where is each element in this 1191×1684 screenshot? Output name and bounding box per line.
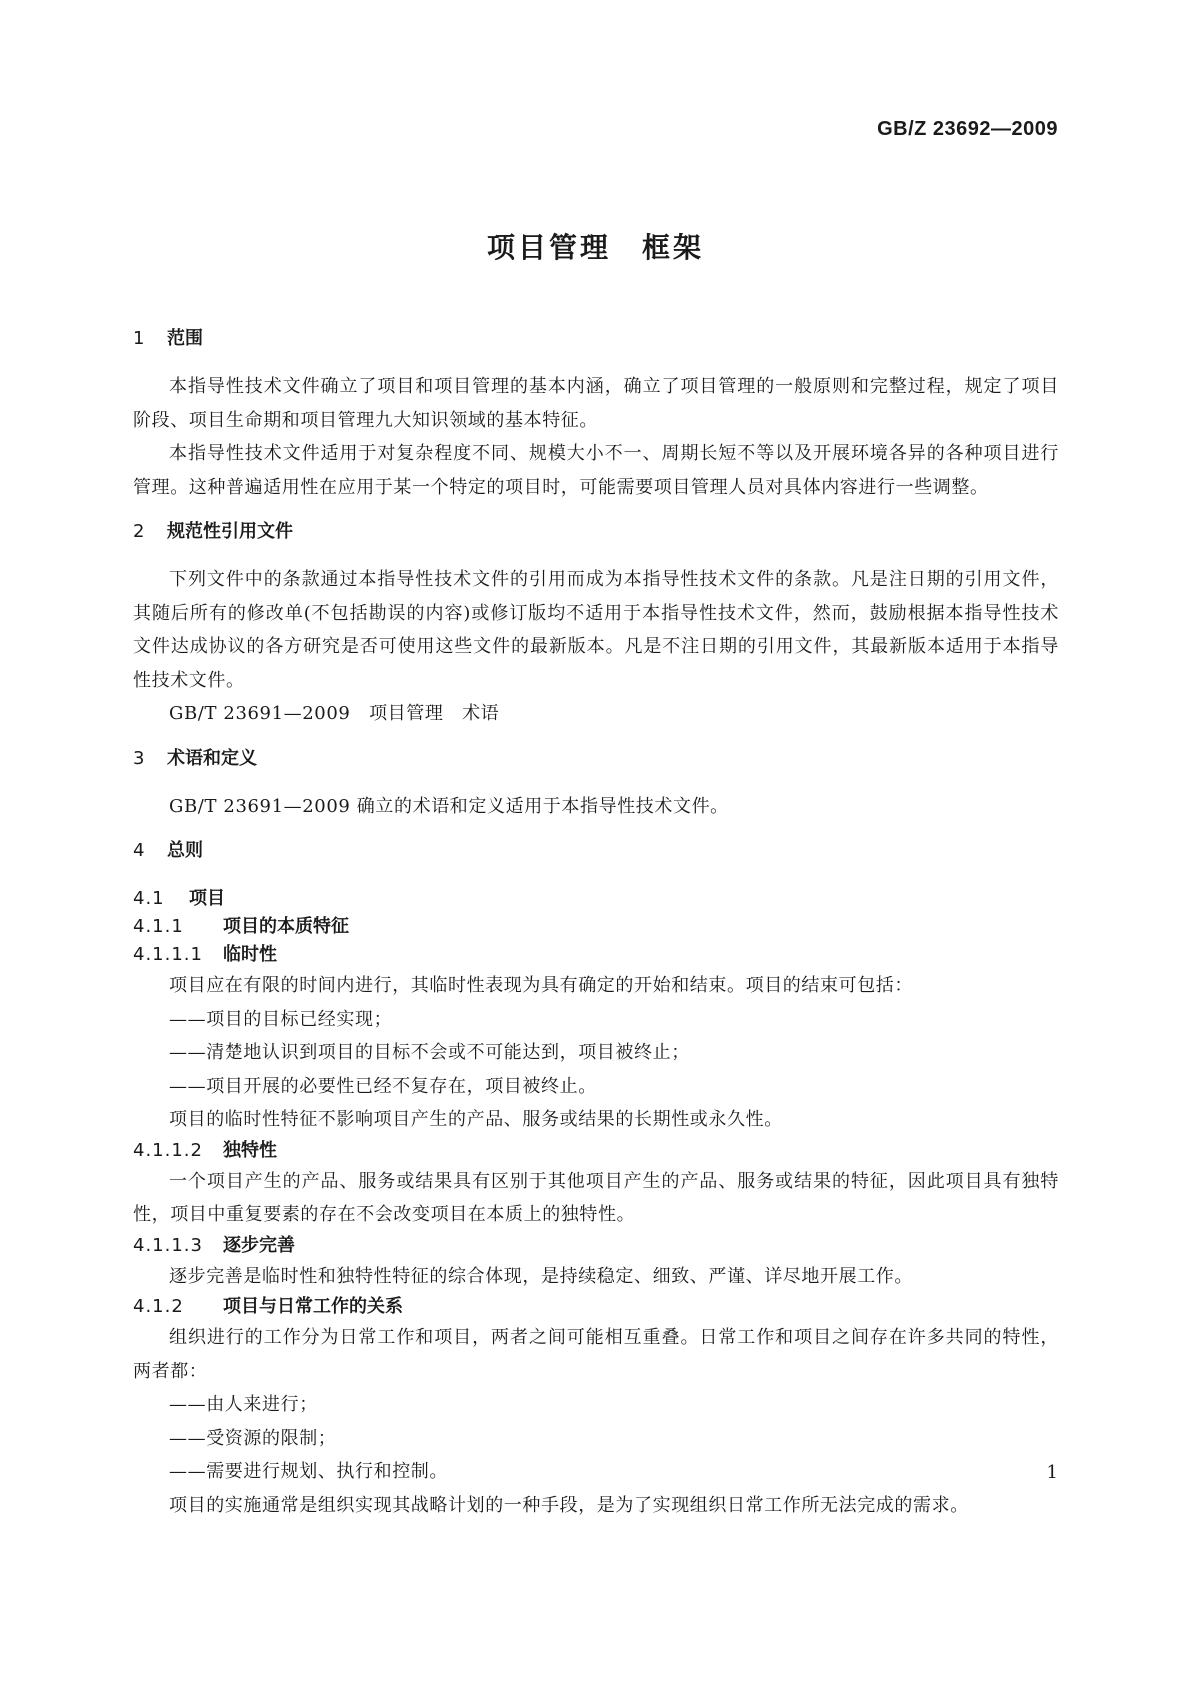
- section-heading: 1 范围: [133, 328, 203, 349]
- list-item: ——项目开展的必要性已经不复存在，项目被终止。: [169, 1075, 597, 1097]
- subsection-heading: 4.1.2 项目与日常工作的关系: [133, 1296, 403, 1317]
- section-heading: 4 总则: [133, 840, 203, 861]
- paragraph: 项目的实施通常是组织实现其战略计划的一种手段，是为了实现组织日常工作所无法完成的需求。: [169, 1494, 969, 1516]
- list-item: ——项目的目标已经实现；: [169, 1008, 393, 1030]
- list-item: ——由人来进行；: [169, 1394, 318, 1415]
- section-heading: 2 规范性引用文件: [133, 521, 293, 542]
- document-title: 项目管理 框架: [486, 231, 704, 264]
- reference-entry: GB/T 23691—2009 项目管理 术语: [169, 703, 500, 724]
- paragraph: 本指导性技术文件确立了项目和项目管理的基本内涵，确立了项目管理的一般原则和完整过程，规定了项目阶段、项目生命期和项目管理九大知识领域的基本特征。: [133, 376, 1059, 431]
- paragraph: GB/T 23691—2009 确立的术语和定义适用于本指导性技术文件。: [169, 795, 729, 817]
- paragraph: 一个项目产生的产品、服务或结果具有区别于其他项目产生的产品、服务或结果的特征，因此项目具有独特性，项目中重复要素的存在不会改变项目在本质上的独特性。: [133, 1170, 1059, 1225]
- clause-heading: 4.1.1.3 逐步完善: [133, 1234, 295, 1256]
- paragraph: 项目应在有限的时间内进行，其临时性表现为具有确定的开始和结束。项目的结束可包括：: [169, 975, 913, 996]
- list-item: ——清楚地认识到项目的目标不会或不可能达到，项目被终止；: [169, 1042, 690, 1063]
- page-number: 1: [1046, 1462, 1058, 1483]
- list-item: ——受资源的限制；: [169, 1427, 337, 1449]
- paragraph: 逐步完善是临时性和独特性特征的综合体现，是持续稳定、细致、严谨、详尽地开展工作。: [169, 1265, 913, 1287]
- section-heading: 3 术语和定义: [133, 747, 257, 769]
- clause-heading: 4.1.1.2 独特性: [133, 1139, 277, 1161]
- paragraph: 项目的临时性特征不影响项目产生的产品、服务或结果的长期性或永久性。: [169, 1109, 783, 1130]
- clause-heading: 4.1.1.1 临时性: [133, 944, 277, 965]
- list-item: ——需要进行规划、执行和控制。: [169, 1461, 448, 1482]
- subsection-heading: 4.1 项目: [133, 888, 225, 909]
- subsection-heading: 4.1.1 项目的本质特征: [133, 916, 349, 937]
- document-body: [133, 325, 1059, 1522]
- paragraph: 组织进行的工作分为日常工作和项目，两者之间可能相互重叠。日常工作和项目之间存在许多共同的特性，两者都：: [133, 1327, 1059, 1382]
- paragraph: 本指导性技术文件适用于对复杂程度不同、规模大小不一、周期长短不等以及开展环境各异的各种项目进行管理。这种普遍适用性在应用于某一个特定的项目时，可能需要项目管理人员对具体内容进行一些调整。: [133, 443, 1059, 498]
- paragraph: 下列文件中的条款通过本指导性技术文件的引用而成为本指导性技术文件的条款。凡是注日期的引用文件，其随后所有的修改单(不包括勘误的内容)或修订版均不适用于本指导性技术文件，然而，鼓励根据本指导性技术文件达成协议的各方研究是否可使用这些文件的最新版本。凡是不注日期的引用文件，其最新版本适用于本指导性技术文件。: [133, 569, 1059, 691]
- standard-code: GB/Z 23692—2009: [877, 118, 1058, 140]
